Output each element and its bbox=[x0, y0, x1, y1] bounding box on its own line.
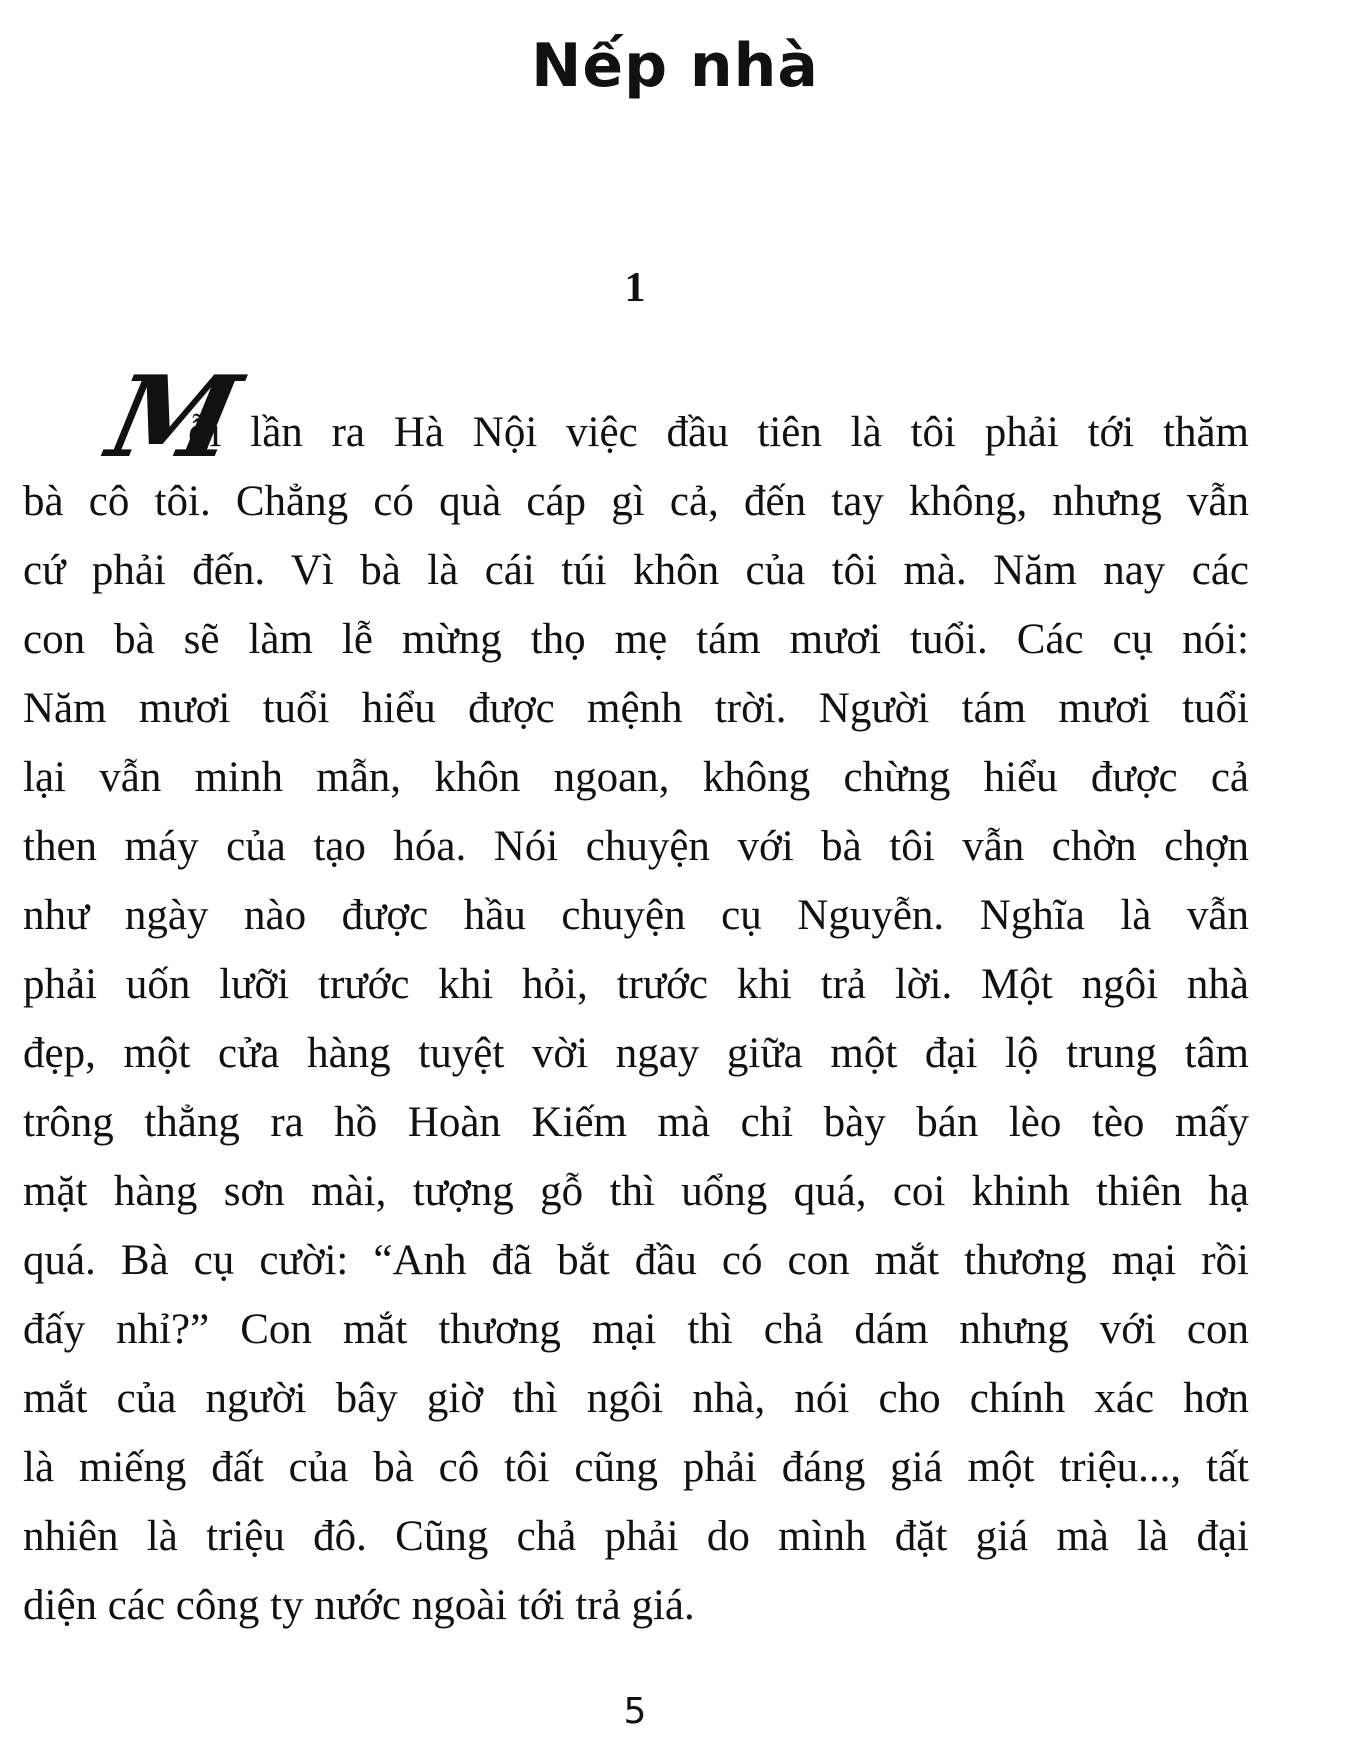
paragraph-line: diện các công ty nước ngoài tới trả giá. bbox=[23, 1582, 695, 1629]
paragraph-line: nhiên là triệu đô. Cũng chả phải do mình đặt giá mà là đại bbox=[23, 1513, 1249, 1560]
paragraph-line: là miếng đất của bà cô tôi cũng phải đáng giá một triệu..., tất bbox=[23, 1444, 1249, 1491]
paragraph-line: đấy nhỉ?” Con mắt thương mại thì chả dám nhưng với con bbox=[23, 1306, 1249, 1353]
paragraph-line: ỗi lần ra Hà Nội việc đầu tiên là tôi phải tới thăm bbox=[188, 409, 1249, 456]
chapter-title: Nếp nhà bbox=[531, 31, 819, 101]
paragraph-line: then máy của tạo hóa. Nói chuyện với bà tôi vẫn chờn chợn bbox=[23, 823, 1249, 870]
paragraph-line: mắt của người bây giờ thì ngôi nhà, nói cho chính xác hơn bbox=[23, 1375, 1249, 1422]
drop-cap: M bbox=[98, 352, 251, 483]
paragraph-line: bà cô tôi. Chẳng có quà cáp gì cả, đến tay không, nhưng vẫn bbox=[23, 478, 1249, 525]
paragraph-line: con bà sẽ làm lễ mừng thọ mẹ tám mươi tuổi. Các cụ nói: bbox=[23, 616, 1249, 663]
section-number: 1 bbox=[624, 265, 646, 311]
paragraph-line: đẹp, một cửa hàng tuyệt vời ngay giữa một đại lộ trung tâm bbox=[23, 1030, 1249, 1077]
paragraph-line: Năm mươi tuổi hiểu được mệnh trời. Người tám mươi tuổi bbox=[23, 685, 1249, 732]
paragraph-line: như ngày nào được hầu chuyện cụ Nguyễn. Nghĩa là vẫn bbox=[23, 892, 1249, 939]
paragraph-line: trông thẳng ra hồ Hoàn Kiếm mà chỉ bày bán lèo tèo mấy bbox=[23, 1099, 1249, 1146]
paragraph-line: lại vẫn minh mẫn, khôn ngoan, không chừng hiểu được cả bbox=[23, 754, 1249, 801]
paragraph-line: quá. Bà cụ cười: “Anh đã bắt đầu có con mắt thương mại rồi bbox=[23, 1237, 1249, 1284]
paragraph-line: mặt hàng sơn mài, tượng gỗ thì uổng quá, coi khinh thiên hạ bbox=[23, 1168, 1249, 1215]
paragraph-line: phải uốn lưỡi trước khi hỏi, trước khi trả lời. Một ngôi nhà bbox=[23, 961, 1249, 1008]
page-number: 5 bbox=[623, 1691, 647, 1732]
paragraph-line: cứ phải đến. Vì bà là cái túi khôn của tôi mà. Năm nay các bbox=[23, 547, 1249, 594]
body-paragraph bbox=[23, 398, 1249, 1640]
